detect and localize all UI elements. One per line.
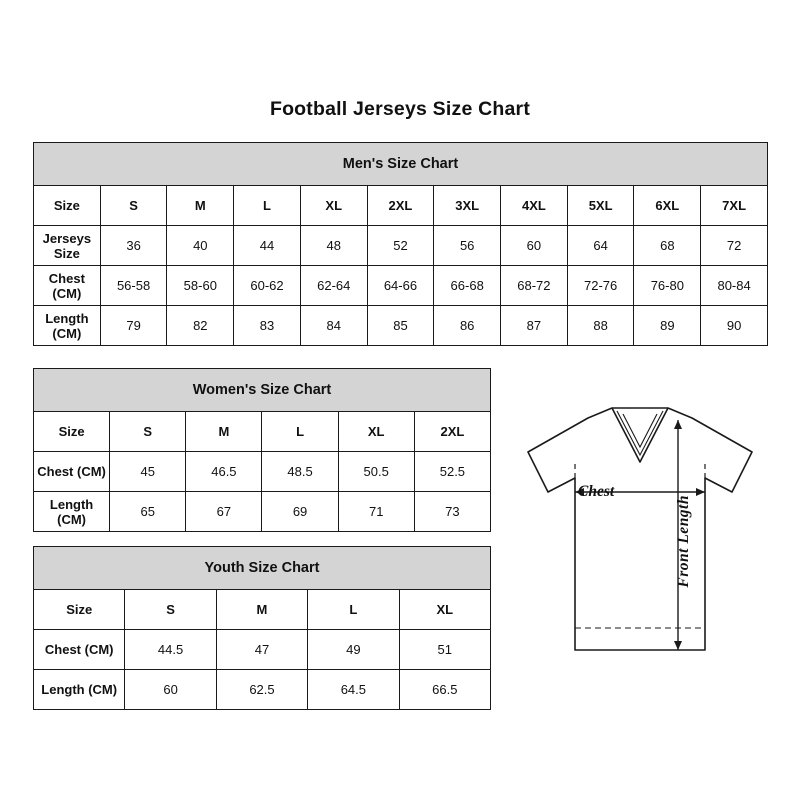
- tshirt-icon: [500, 400, 780, 700]
- cell: 7XL: [701, 186, 768, 226]
- cell: 62-64: [300, 266, 367, 306]
- cell: 64: [567, 226, 634, 266]
- cell: XL: [399, 590, 490, 630]
- cell: M: [186, 412, 262, 452]
- cell: 40: [167, 226, 234, 266]
- front-length-measurement-label: Front Length: [675, 495, 692, 588]
- chest-measurement-label: Chest: [578, 483, 615, 500]
- cell: 68-72: [501, 266, 568, 306]
- cell: 79: [100, 306, 167, 346]
- table-row: [34, 590, 491, 630]
- cell: 71: [338, 492, 414, 532]
- cell: 88: [567, 306, 634, 346]
- cell: 4XL: [501, 186, 568, 226]
- table-row: [34, 186, 768, 226]
- row-label: Size: [34, 590, 125, 630]
- cell: S: [100, 186, 167, 226]
- cell: L: [262, 412, 338, 452]
- cell: M: [167, 186, 234, 226]
- cell: 69: [262, 492, 338, 532]
- cell: L: [234, 186, 301, 226]
- table-row: [34, 630, 491, 670]
- cell: 66.5: [399, 670, 490, 710]
- cell: 44.5: [125, 630, 216, 670]
- cell: 62.5: [216, 670, 307, 710]
- table-header-row: [34, 369, 491, 412]
- table-header-row: [34, 547, 491, 590]
- cell: 87: [501, 306, 568, 346]
- cell: 66-68: [434, 266, 501, 306]
- cell: 58-60: [167, 266, 234, 306]
- cell: 64.5: [308, 670, 399, 710]
- cell: 6XL: [634, 186, 701, 226]
- table-row: [34, 670, 491, 710]
- youth-chart-heading: Youth Size Chart: [34, 547, 491, 590]
- page-title: Football Jerseys Size Chart: [269, 98, 531, 120]
- row-label: Length (CM): [34, 306, 101, 346]
- cell: 90: [701, 306, 768, 346]
- cell: S: [125, 590, 216, 630]
- cell: 47: [216, 630, 307, 670]
- cell: S: [110, 412, 186, 452]
- table-row: [34, 266, 768, 306]
- mens-chart-heading: Men's Size Chart: [34, 143, 768, 186]
- table-row: [34, 306, 768, 346]
- tshirt-measurement-diagram: [500, 400, 780, 700]
- table-row: [34, 226, 768, 266]
- table-header-row: [34, 143, 768, 186]
- cell: 72: [701, 226, 768, 266]
- row-label: Size: [34, 412, 110, 452]
- cell: 36: [100, 226, 167, 266]
- table-row: [34, 492, 491, 532]
- cell: L: [308, 590, 399, 630]
- mens-size-chart-table: [33, 142, 768, 346]
- cell: 83: [234, 306, 301, 346]
- table-row: [34, 412, 491, 452]
- youth-size-chart-table: [33, 546, 491, 710]
- row-label: Length (CM): [34, 670, 125, 710]
- cell: 60: [125, 670, 216, 710]
- cell: 51: [399, 630, 490, 670]
- cell: 2XL: [367, 186, 434, 226]
- cell: XL: [338, 412, 414, 452]
- cell: 44: [234, 226, 301, 266]
- row-label: Chest (CM): [34, 452, 110, 492]
- cell: 89: [634, 306, 701, 346]
- row-label: Length (CM): [34, 492, 110, 532]
- cell: 48.5: [262, 452, 338, 492]
- cell: 84: [300, 306, 367, 346]
- cell: 2XL: [414, 412, 490, 452]
- cell: 76-80: [634, 266, 701, 306]
- cell: 64-66: [367, 266, 434, 306]
- cell: 46.5: [186, 452, 262, 492]
- cell: 68: [634, 226, 701, 266]
- cell: 72-76: [567, 266, 634, 306]
- cell: 85: [367, 306, 434, 346]
- cell: 50.5: [338, 452, 414, 492]
- row-label: Jerseys Size: [34, 226, 101, 266]
- cell: 80-84: [701, 266, 768, 306]
- cell: 49: [308, 630, 399, 670]
- row-label: Chest (CM): [34, 266, 101, 306]
- cell: XL: [300, 186, 367, 226]
- cell: M: [216, 590, 307, 630]
- table-row: [34, 452, 491, 492]
- cell: 56: [434, 226, 501, 266]
- cell: 52.5: [414, 452, 490, 492]
- cell: 82: [167, 306, 234, 346]
- cell: 5XL: [567, 186, 634, 226]
- cell: 56-58: [100, 266, 167, 306]
- womens-chart-heading: Women's Size Chart: [34, 369, 491, 412]
- cell: 48: [300, 226, 367, 266]
- cell: 60: [501, 226, 568, 266]
- cell: 86: [434, 306, 501, 346]
- cell: 3XL: [434, 186, 501, 226]
- row-label: Chest (CM): [34, 630, 125, 670]
- cell: 73: [414, 492, 490, 532]
- womens-size-chart-table: [33, 368, 491, 532]
- cell: 52: [367, 226, 434, 266]
- cell: 45: [110, 452, 186, 492]
- cell: 67: [186, 492, 262, 532]
- cell: 65: [110, 492, 186, 532]
- cell: 60-62: [234, 266, 301, 306]
- row-label: Size: [34, 186, 101, 226]
